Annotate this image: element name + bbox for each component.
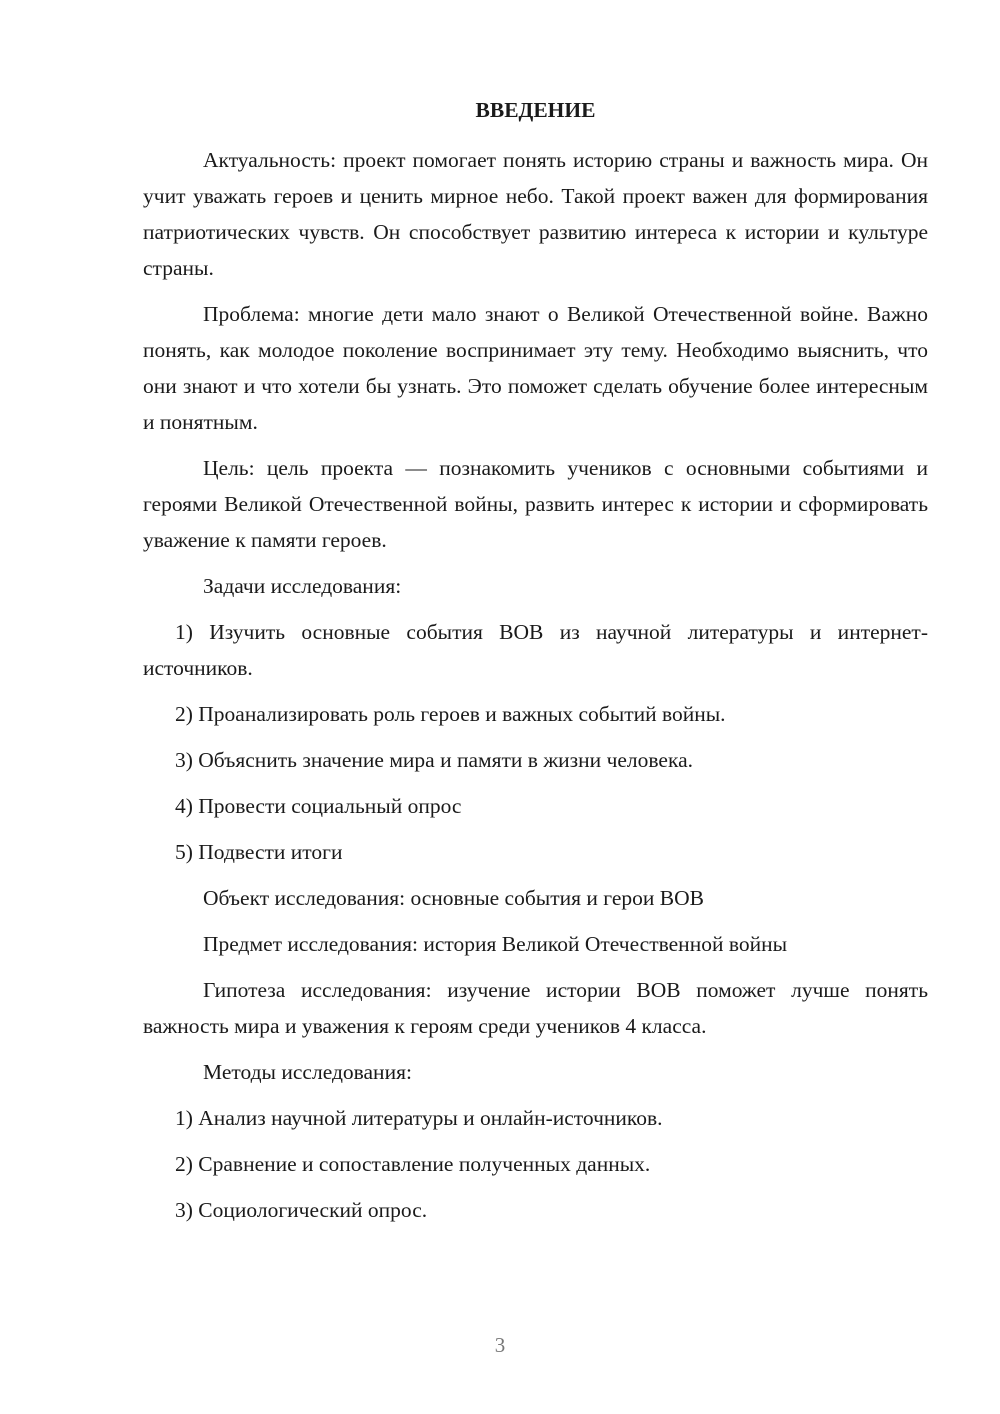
problem-paragraph: Проблема: многие дети мало знают о Великой Отечественной войне. Важно понять, как молодое поколение воспринимает эту тему. Необходимо выяснить, что они знают и что хотели бы узнать. Это поможет сделать обучение более интересным и понятным.	[143, 302, 928, 434]
method-item: 3) Социологический опрос.	[175, 1198, 428, 1222]
task-item: 3) Объяснить значение мира и памяти в жизни человека.	[175, 748, 694, 772]
relevance-paragraph: Актуальность: проект помогает понять историю страны и важность мира. Он учит уважать героев и ценить мирное небо. Такой проект важен для формирования патриотических чувств. Он способствует развитию интереса к истории и культуре страны.	[143, 148, 928, 280]
task-item: 2) Проанализировать роль героев и важных событий войны.	[175, 702, 726, 726]
object-paragraph: Объект исследования: основные события и герои ВОВ	[203, 886, 704, 910]
method-item: 2) Сравнение и сопоставление полученных данных.	[175, 1152, 651, 1176]
task-item: 5) Подвести итоги	[175, 840, 343, 864]
task-item: 1) Изучить основные события ВОВ из научной литературы и интернет-источников.	[143, 620, 928, 680]
subject-paragraph: Предмет исследования: история Великой Отечественной войны	[203, 932, 788, 956]
methods-title: Методы исследования:	[203, 1060, 412, 1084]
tasks-title: Задачи исследования:	[203, 574, 402, 598]
goal-paragraph: Цель: цель проекта — познакомить учеников с основными событиями и героями Великой Отечественной войны, развить интерес к истории и сформировать уважение к памяти героев.	[143, 456, 928, 552]
task-item: 4) Провести социальный опрос	[175, 794, 462, 818]
method-item: 1) Анализ научной литературы и онлайн-источников.	[175, 1106, 663, 1130]
section-heading: ВВЕДЕНИЕ	[475, 98, 596, 122]
hypothesis-paragraph: Гипотеза исследования: изучение истории ВОВ поможет лучше понять важность мира и уважения к героям среди учеников 4 класса.	[143, 978, 928, 1038]
page-number: 3	[494, 1333, 506, 1357]
document-page	[143, 92, 928, 1238]
